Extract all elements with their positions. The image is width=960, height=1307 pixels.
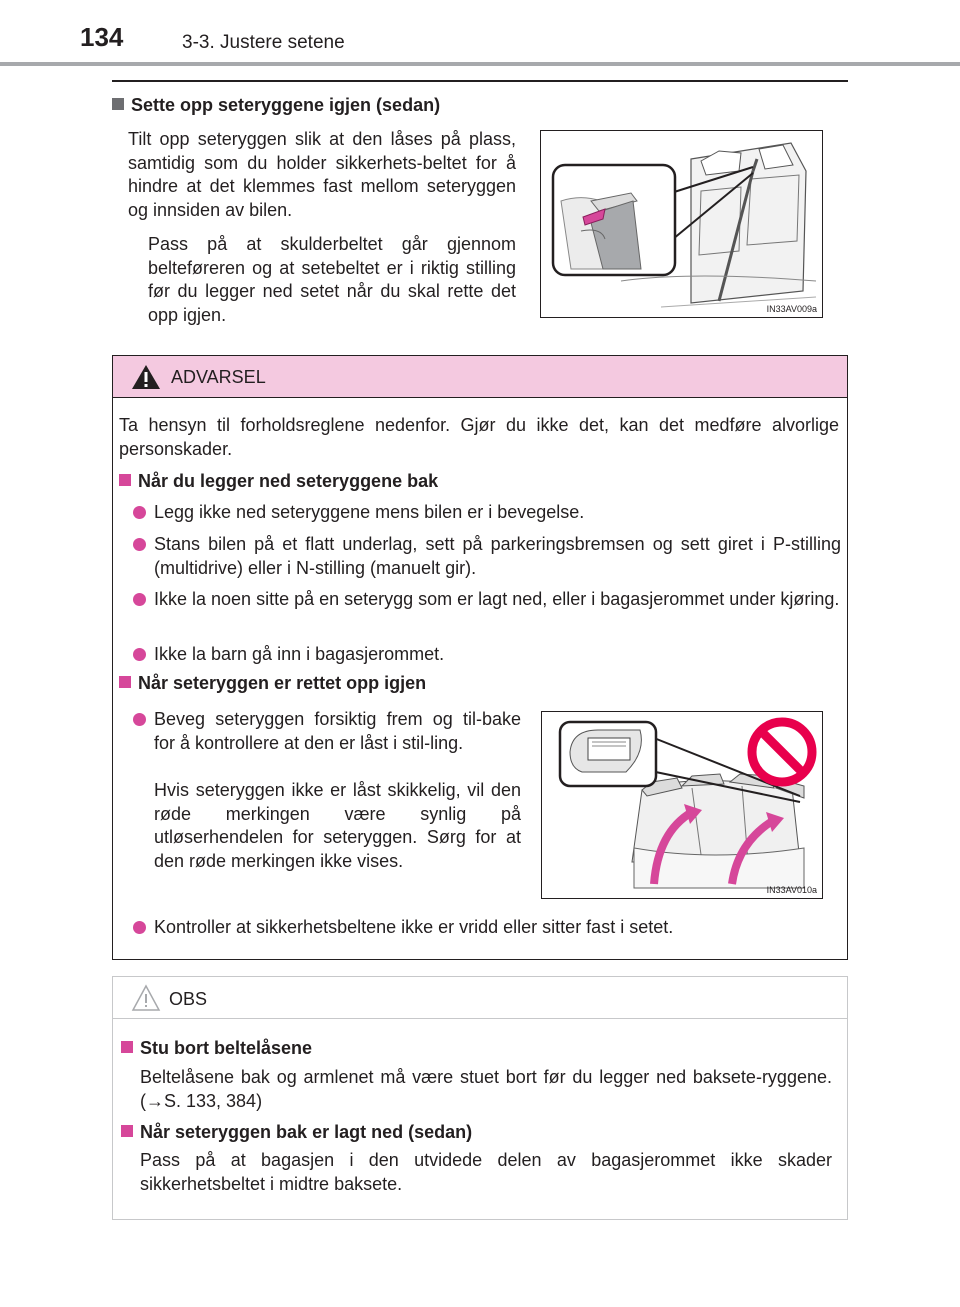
round-bullet-icon bbox=[133, 593, 146, 606]
caution-triangle-icon bbox=[131, 984, 161, 1012]
warning-bullet-5: Beveg seteryggen forsiktig frem og til-bake for å kontrollere at den er låst i stil-ling. bbox=[133, 708, 521, 755]
chapter-title: 3-3. Justere setene bbox=[182, 32, 345, 53]
seatback-lock-figure bbox=[541, 711, 823, 899]
warning-triangle-icon bbox=[131, 364, 161, 390]
round-bullet-icon bbox=[133, 921, 146, 934]
round-bullet-icon bbox=[133, 506, 146, 519]
warning-subheading-2: Når seteryggen er rettet opp igjen bbox=[119, 673, 426, 694]
round-bullet-icon bbox=[133, 648, 146, 661]
round-bullet-icon bbox=[133, 538, 146, 551]
notice-box bbox=[112, 976, 848, 1220]
notice-text-1: Beltelåsene bak og armlenet må være stuet bort før du legger ned baksete-ryggene. (→S. 133, 384) bbox=[140, 1067, 832, 1111]
section-paragraph-1: Tilt opp seteryggen slik at den låses på plass, samtidig som du holder sikkerhets-beltet for å hindre at det klemmes fast mellom seteryggen og innsiden av bilen. bbox=[128, 129, 516, 220]
notice-title: OBS bbox=[169, 989, 208, 1009]
warning-bullet-5-continued: Hvis seteryggen ikke er låst skikkelig, vil den røde merkingen være synlig på utløserhendelen for seteryggen. Sørg for at den røde merkingen ikke vises. bbox=[154, 780, 521, 871]
square-bullet-icon bbox=[121, 1041, 133, 1053]
figure-code: IN33AV009a bbox=[766, 304, 817, 314]
warning-bullet-3: Ikke la noen sitte på en seterygg som er lagt ned, eller i bagasjerommet under kjøring. bbox=[133, 588, 841, 612]
notice-text-2: Pass på at bagasjen i den utvidede delen av bagasjerommet ikke skader sikkerhetsbeltet i midtre baksete. bbox=[140, 1150, 832, 1194]
notice-subheading-1: Stu bort beltelåsene bbox=[121, 1038, 312, 1059]
section-paragraph-2: Pass på at skulderbeltet går gjennom belteføreren og at setebeltet er i riktig stilling før du legger ned setet når du skal rette det opp igjen. bbox=[148, 234, 516, 325]
warning-bullet-6: Kontroller at sikkerhetsbeltene ikke er vridd eller sitter fast i setet. bbox=[133, 916, 841, 940]
warning-bullet-2: Stans bilen på et flatt underlag, sett på parkeringsbremsen og sett giret i P-stilling (multidrive) eller i N-stilling (manuelt gir). bbox=[133, 533, 841, 580]
page-number: 134 bbox=[80, 22, 124, 52]
notice-subheading-2: Når seteryggen bak er lagt ned (sedan) bbox=[121, 1122, 472, 1143]
header-rule bbox=[0, 62, 960, 66]
warning-title: ADVARSEL bbox=[171, 367, 266, 387]
figure-code: IN33AV010a bbox=[766, 885, 817, 895]
square-bullet-icon bbox=[112, 98, 124, 110]
warning-bullet-4: Ikke la barn gå inn i bagasjerommet. bbox=[133, 643, 841, 667]
warning-intro: Ta hensyn til forholdsreglene nedenfor. Gjør du ikke det, kan det medføre alvorlige personskader. bbox=[119, 415, 839, 459]
round-bullet-icon bbox=[133, 713, 146, 726]
seat-belt-guide-figure bbox=[540, 130, 823, 318]
notice-header bbox=[113, 977, 847, 1019]
section-rule bbox=[112, 80, 848, 82]
square-bullet-icon bbox=[119, 474, 131, 486]
square-bullet-icon bbox=[119, 676, 131, 688]
warning-bullet-1: Legg ikke ned seteryggene mens bilen er i bevegelse. bbox=[133, 501, 841, 525]
section-heading: Sette opp seteryggene igjen (sedan) bbox=[112, 95, 440, 116]
warning-header bbox=[113, 356, 847, 398]
square-bullet-icon bbox=[121, 1125, 133, 1137]
warning-subheading-1: Når du legger ned seteryggene bak bbox=[119, 471, 438, 492]
